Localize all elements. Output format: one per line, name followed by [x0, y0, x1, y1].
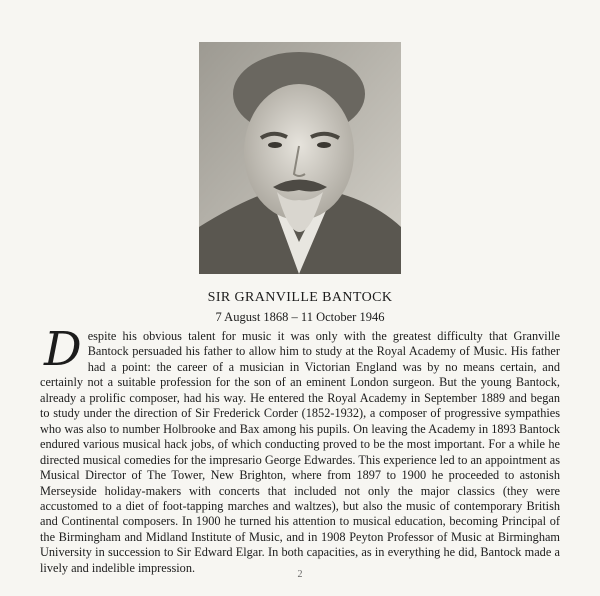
- page-title: SIR GRANVILLE BANTOCK: [207, 290, 393, 305]
- portrait-photo: [199, 42, 401, 274]
- life-dates: 7 August 1868 – 11 October 1946: [215, 310, 385, 324]
- drop-cap: D: [44, 322, 82, 377]
- biography-paragraph: [40, 322, 560, 576]
- page-number: 2: [297, 569, 303, 580]
- biography-text: [40, 322, 560, 576]
- paragraph-text: espite his obvious talent for music it was only with the greatest difficulty that Granville Bantock persuaded his father to allow him to study at the Royal Academy of Music. His father had a point: the career of a musician in Victorian England was by no means certain, and certainly not a suitable profession for the son of an eminent London surgeon. But the young Bantock, already a prolific composer, had his way. He entered the Royal Academy in September 1889 and began to study under the direction of Sir Frederick Corder (1852-1932), a composer of progressive sympathies who was also to number Holbrooke and Bax among his pupils. On leaving the Academy in 1893 Bantock endured various musical hack jobs, of which conducting proved to be the most important. For a while he directed musical comedies for the impresario George Edwardes. This experience led to an appointment as Musical Director of The Tower, New Brighton, where from 1897 to 1900 he proceeded to astonish Merseyside holiday-makers with concerts that included not only the major classics (they were accustomed to a diet of foot-tapping marches and waltzes), but also the music of contemporary British and Continental composers. In 1900 he turned his attention to musical education, becoming Principal of the Birmingham and Midland Institute of Music, and in 1908 Peyton Professor of Music at Birmingham University in succession to Sir Edward Elgar. In both capacities, as in everything he did, Bantock made a lively and indelible impression.: [40, 329, 560, 575]
